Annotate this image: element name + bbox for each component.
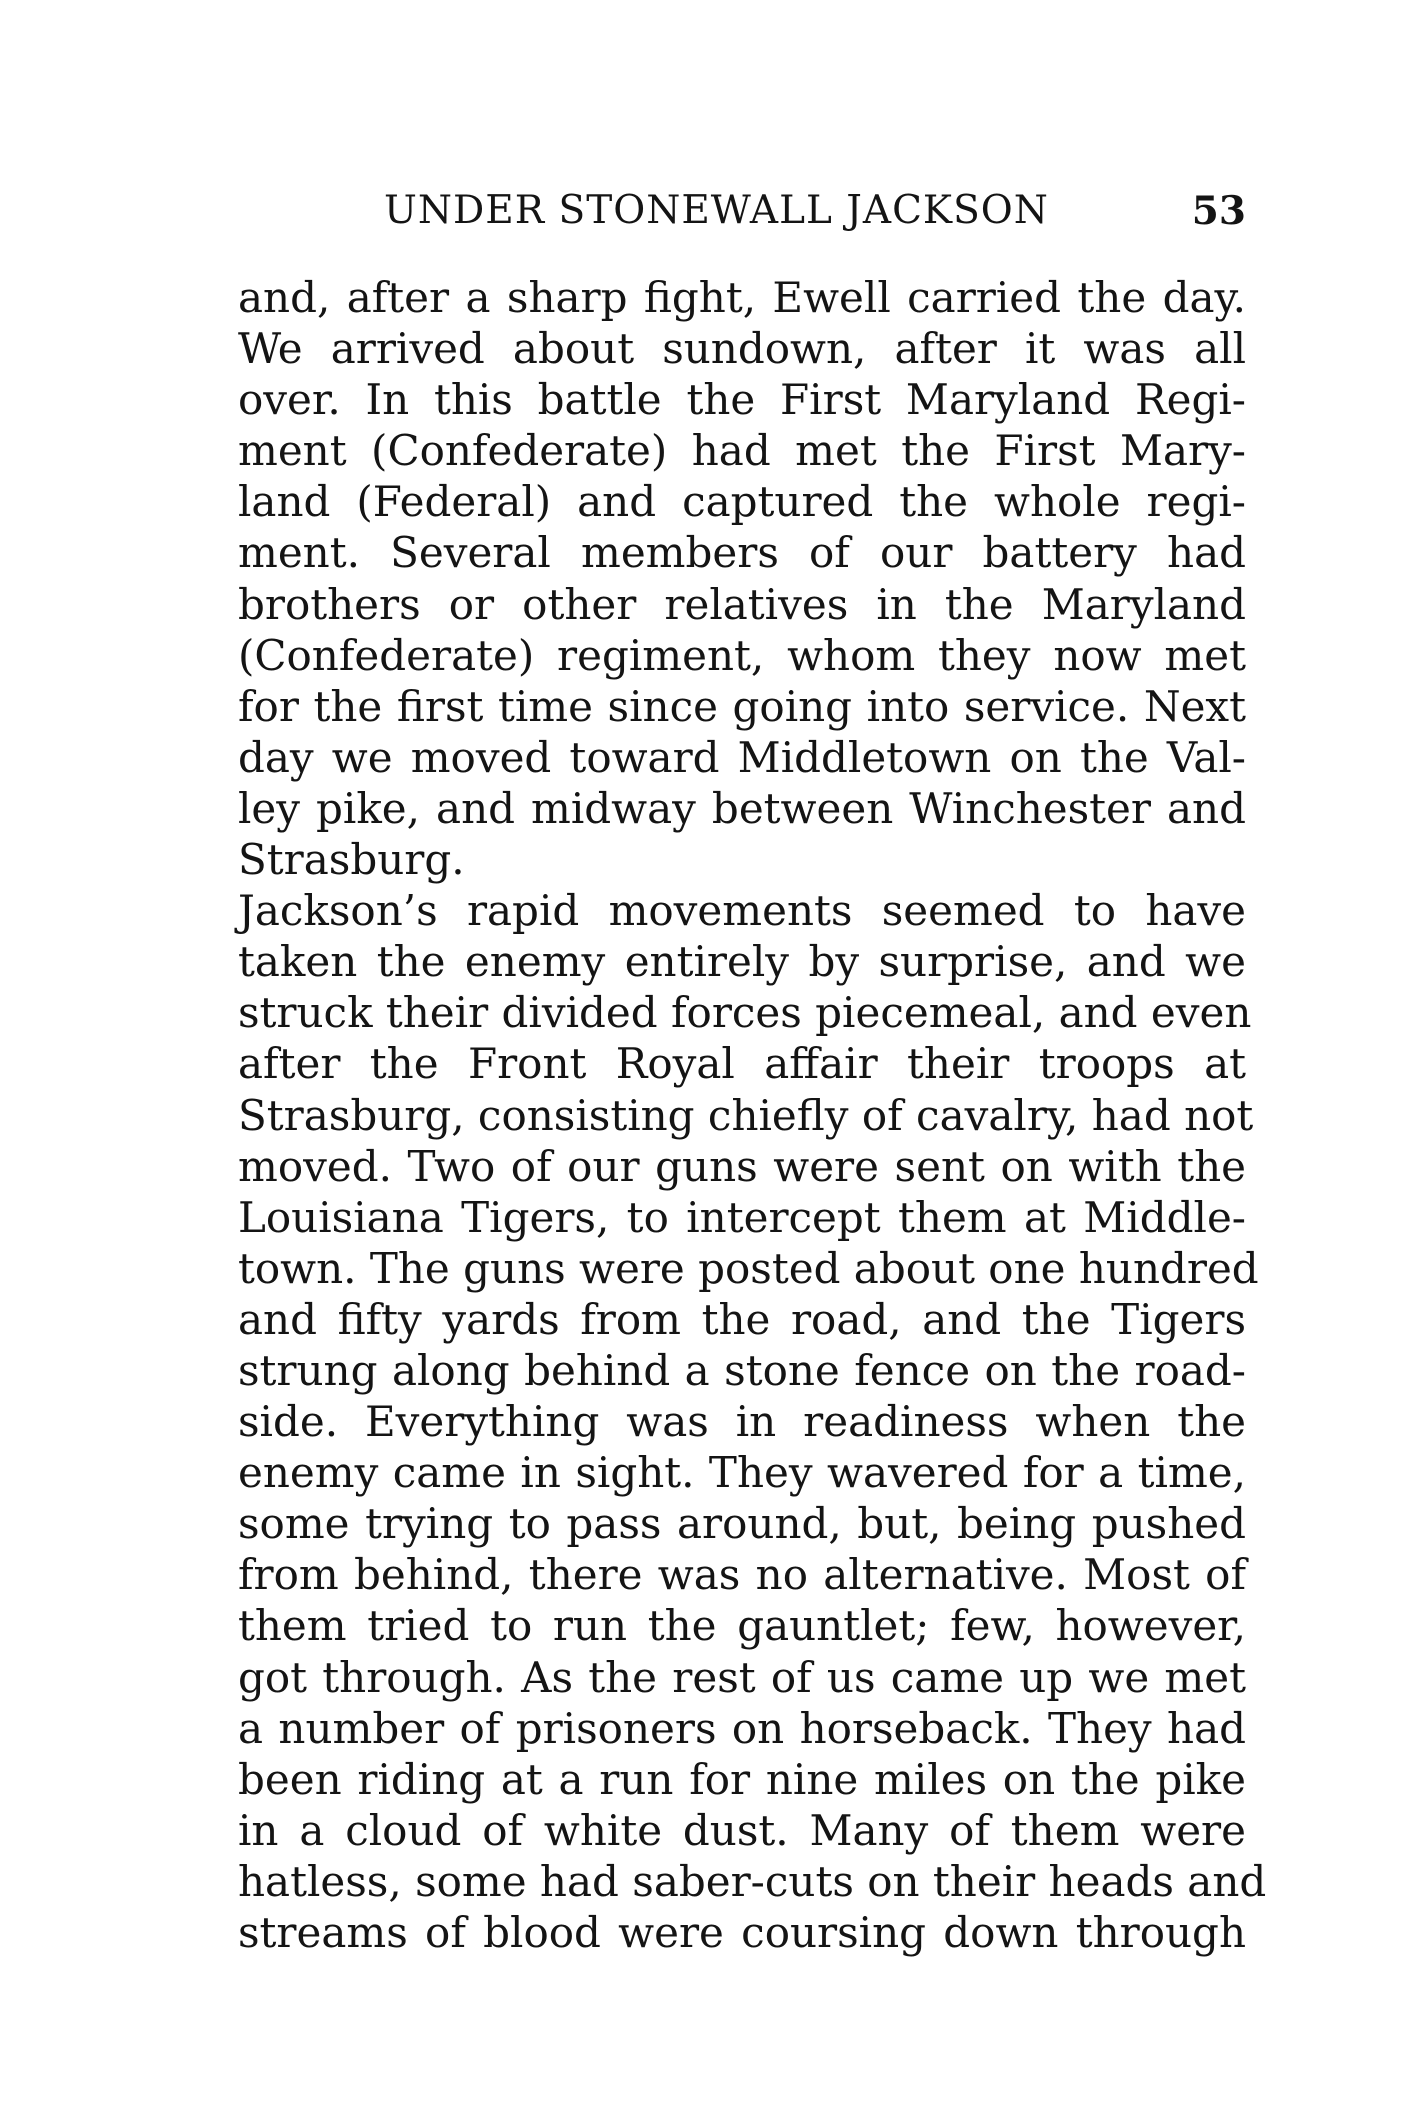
running-title: UNDER STONEWALL JACKSON: [384, 188, 1049, 233]
running-head: [384, 188, 1246, 238]
text-line: hatless, some had saber-cuts on their heads and: [238, 1856, 1267, 1906]
body-text: [238, 272, 1267, 1958]
text-line: got through. As the rest of us came up we met: [238, 1652, 1246, 1702]
text-line: Strasburg, consisting chiefly of cavalry, had not: [238, 1090, 1254, 1140]
text-line: (Confederate) regiment, whom they now met: [238, 630, 1246, 680]
text-line: land (Federal) and captured the whole regi-: [238, 477, 1246, 527]
text-line: moved. Two of our guns were sent on with the: [238, 1141, 1246, 1191]
text-line: in a cloud of white dust. Many of them were: [238, 1805, 1246, 1855]
text-line: from behind, there was no alternative. Most of: [238, 1550, 1246, 1600]
text-line: and fifty yards from the road, and the Tigers: [238, 1294, 1246, 1344]
text-line: strung along behind a stone fence on the road-: [238, 1345, 1246, 1395]
text-line: ley pike, and midway between Winchester and: [238, 783, 1246, 833]
text-line: We arrived about sundown, after it was all: [238, 324, 1246, 374]
page-number: 53: [1191, 188, 1246, 234]
text-line: a number of prisoners on horseback. They had: [238, 1703, 1246, 1753]
text-line: ment. Several members of our battery had: [238, 528, 1246, 578]
text-line: them tried to run the gauntlet; few, however,: [238, 1601, 1246, 1651]
text-line: for the first time since going into service. Next: [238, 681, 1246, 731]
text-line: over. In this battle the First Maryland Regi-: [238, 375, 1246, 425]
text-line: and, after a sharp fight, Ewell carried the day.: [238, 273, 1246, 322]
text-line: struck their divided forces piecemeal, and even: [238, 988, 1252, 1038]
text-line: side. Everything was in readiness when the: [238, 1397, 1246, 1447]
text-line: ment (Confederate) had met the First Mary-: [238, 426, 1246, 476]
text-line: streams of blood were coursing down through: [238, 1908, 1246, 1957]
paragraph-end-line: Strasburg.: [238, 835, 465, 885]
text-line: after the Front Royal affair their troops at: [238, 1039, 1246, 1089]
text-line: some trying to pass around, but, being pushed: [238, 1499, 1246, 1549]
text-line: day we moved toward Middletown on the Val-: [238, 732, 1246, 782]
text-line: town. The guns were posted about one hundred: [238, 1243, 1259, 1293]
text-line: enemy came in sight. They wavered for a time,: [238, 1448, 1246, 1498]
text-line: been riding at a run for nine miles on the pike: [238, 1754, 1246, 1804]
text-line: brothers or other relatives in the Maryland: [238, 579, 1246, 629]
text-line: taken the enemy entirely by surprise, and we: [238, 937, 1246, 987]
paragraph-start-line: Jackson’s rapid movements seemed to have: [238, 886, 1246, 936]
text-line: Louisiana Tigers, to intercept them at Middle-: [238, 1192, 1246, 1242]
